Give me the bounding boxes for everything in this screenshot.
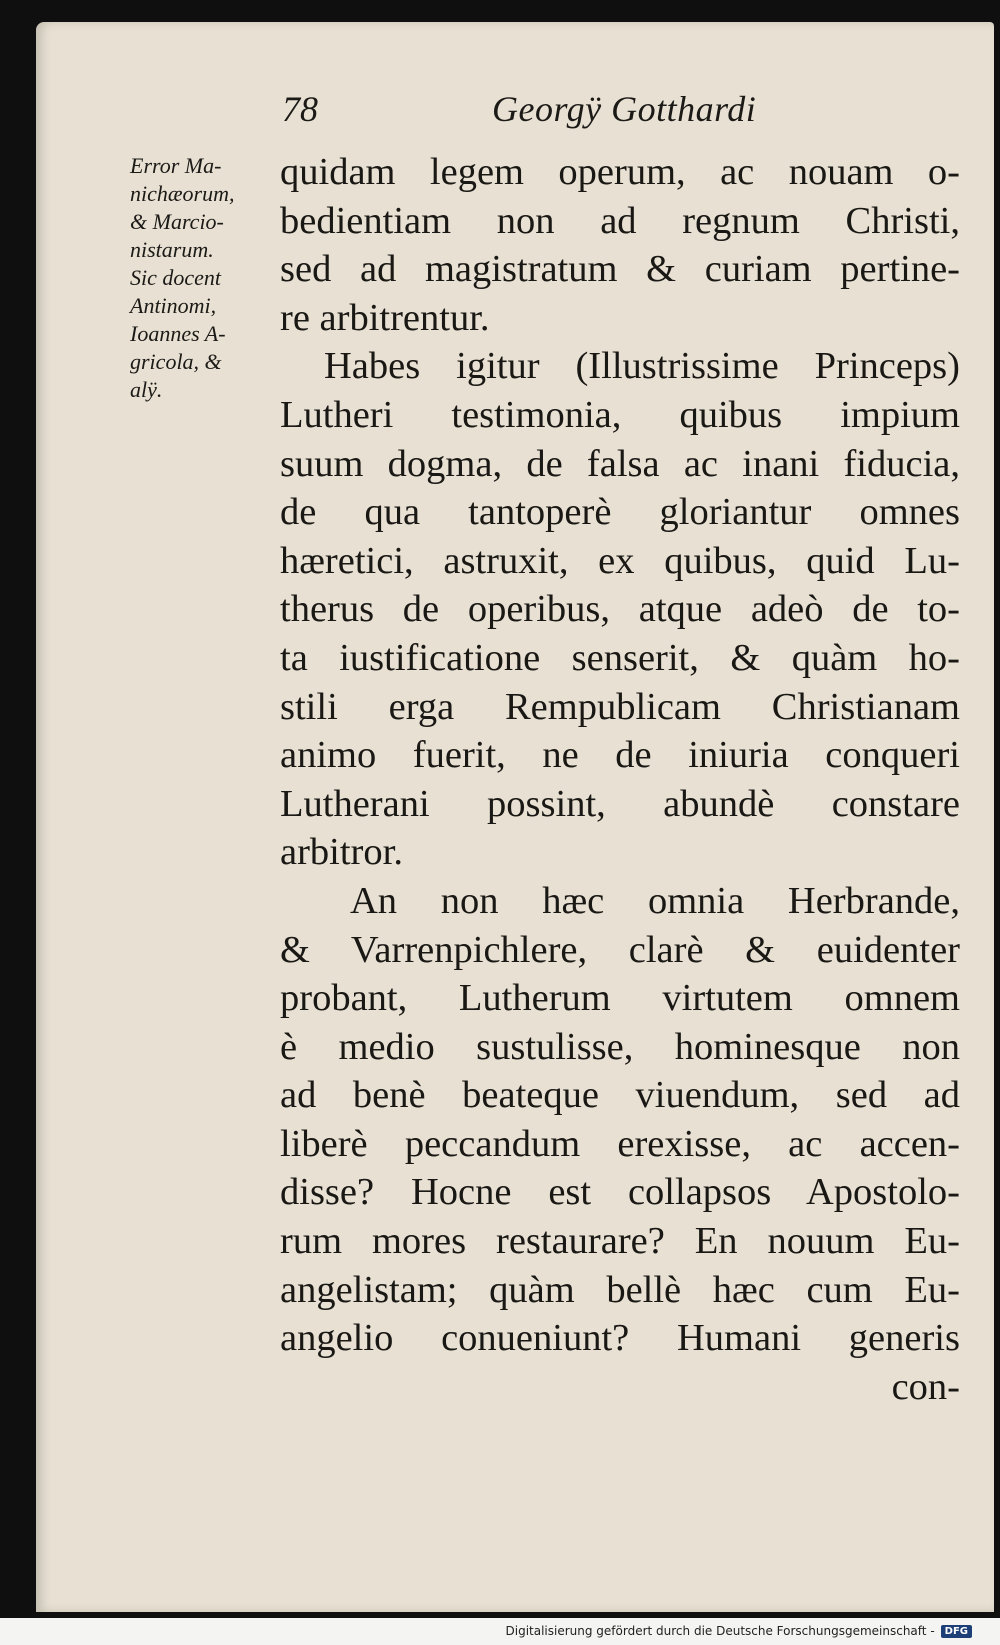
page-header [282, 88, 962, 148]
text-line: stili erga Rempublicam Christianam [280, 685, 960, 728]
footer-text: Digitalisierung gefördert durch die Deutsche Forschungsgemeinschaft - [505, 1624, 935, 1638]
dfg-logo: DFG [941, 1625, 972, 1638]
text-line: sed ad magistratum & curiam pertine- [280, 248, 960, 291]
text-line: angelio conueniunt? Humani generis [280, 1317, 960, 1360]
footer [506, 1623, 973, 1639]
text-line: arbitror. [280, 831, 403, 874]
text-line: therus de operibus, atque adeò de to- [280, 588, 960, 631]
catchword: con- [891, 1365, 960, 1408]
text-line: liberè peccandum erexisse, ac accen- [280, 1122, 960, 1165]
text-line: Lutheri testimonia, quibus impium [280, 393, 960, 436]
text-line: probant, Lutherum virtutem omnem [280, 977, 960, 1020]
marginal-note-line: Ioannes A- [130, 321, 226, 346]
text-line: angelistam; quàm bellè hæc cum Eu- [280, 1268, 960, 1311]
text-line: de qua tantoperè gloriantur omnes [280, 491, 960, 534]
marginal-note-line: alÿ. [130, 377, 163, 402]
text-line: ta iustificatione senserit, & quàm ho- [280, 636, 960, 679]
marginal-note-line: nistarum. [130, 237, 214, 262]
text-line: bedientiam non ad regnum Christi, [280, 199, 960, 242]
text-line: suum dogma, de falsa ac inani fiducia, [280, 442, 960, 485]
text-line: Habes igitur (Illustrissime Princeps) [324, 345, 960, 388]
text-line: disse? Hocne est collapsos Apostolo- [280, 1171, 960, 1214]
marginal-note-line: Error Ma- [130, 153, 222, 178]
text-line: An non hæc omnia Herbrande, [350, 879, 960, 922]
text-line: re arbitrentur. [280, 296, 490, 339]
body-text [280, 148, 960, 1411]
text-line: è medio sustulisse, hominesque non [280, 1025, 960, 1068]
text-line: hæretici, astruxit, ex quibus, quid Lu- [280, 539, 960, 582]
text-line: & Varrenpichlere, clarè & euidenter [280, 928, 960, 971]
text-line: quidam legem operum, ac nouam o- [280, 151, 960, 193]
marginal-note [130, 152, 280, 404]
text-line: ad benè beateque viuendum, sed ad [280, 1074, 960, 1117]
marginal-note-line: nichæorum, [130, 181, 235, 206]
marginal-note-line: gricola, & [130, 349, 222, 374]
marginal-note-line: Sic docent [130, 265, 222, 290]
text-line: rum mores restaurare? En nouum Eu- [280, 1220, 960, 1263]
running-title: Georgÿ Gotthardi [492, 89, 757, 129]
page-number: 78 [282, 89, 318, 129]
text-line: animo fuerit, ne de iniuria conqueri [280, 734, 960, 777]
marginal-note-line: Antinomi, [130, 293, 217, 318]
marginal-note-line: & Marcio- [130, 209, 224, 234]
text-line: Lutherani possint, abundè constare [280, 782, 960, 825]
